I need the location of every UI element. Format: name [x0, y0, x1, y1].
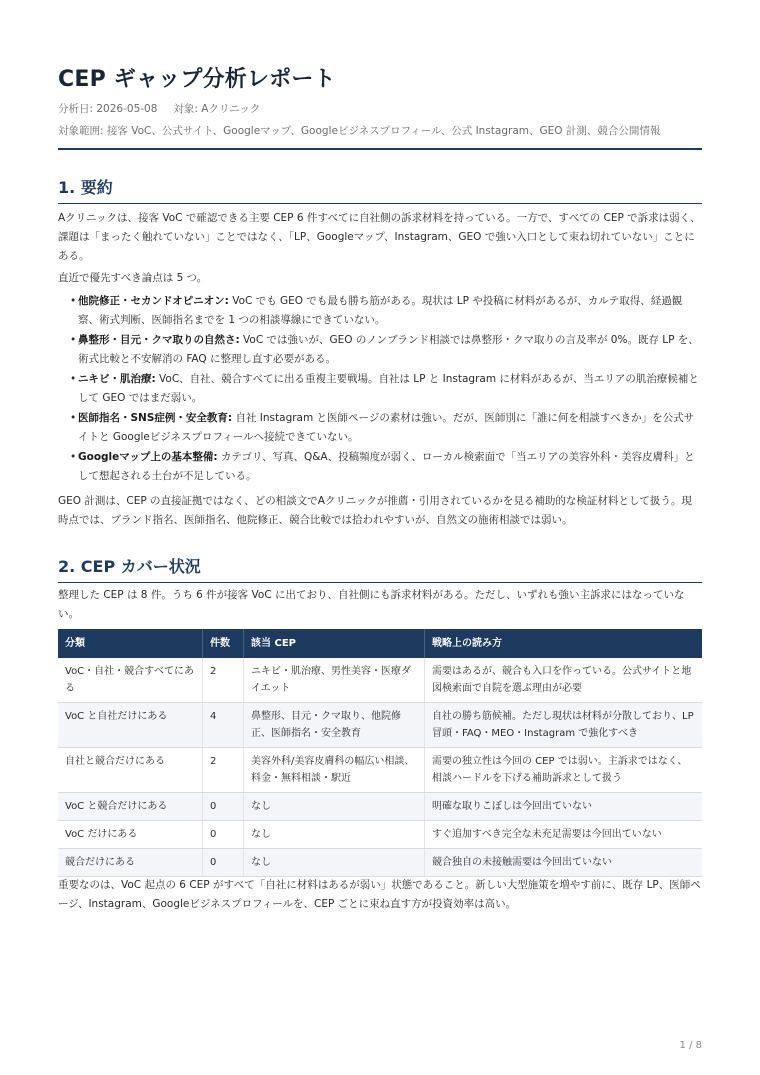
priority-label: 医師指名・SNS症例・安全教育: — [78, 412, 233, 424]
analysis-target: 対象: Aクリニック — [173, 103, 261, 115]
priority-item — [78, 370, 702, 408]
cell-count: 2 — [203, 748, 244, 793]
cell-count: 4 — [203, 703, 244, 748]
priority-label: Googleマップ上の基本整備: — [78, 451, 218, 463]
cell-reading: 明確な取りこぼしは今回出ていない — [425, 793, 703, 821]
section-summary-heading: 1. 要約 — [58, 175, 702, 204]
column-header-cep: 該当 CEP — [244, 629, 425, 658]
priority-text: カテゴリ、写真、Q&A、投稿頻度が弱く、ローカル検索面で「当エリアの美容外科・美容皮膚科」として想起される土台が不足している。 — [78, 451, 695, 482]
cell-reading: 需要はあるが、競合も入口を作っている。公式サイトと地図検索面で自院を選ぶ理由が必要 — [425, 658, 703, 703]
cell-category: VoC・自社・競合すべてにある — [58, 658, 203, 703]
column-header-count: 件数 — [203, 629, 244, 658]
coverage-intro-text: 整理した CEP は 8 件。うち 6 件が接客 VoC に出ており、自社側にも訴求材料がある。ただし、いずれも強い主訴求にはなっていない。 — [58, 589, 685, 620]
cell-reading: 競合独自の未接触需要は今回出ていない — [425, 849, 703, 877]
cell-count: 0 — [203, 821, 244, 849]
cell-reading: すぐ追加すべき完全な未充足需要は今回出ていない — [425, 821, 703, 849]
cell-cep: 鼻整形、目元・クマ取り、他院修正、医師指名・安全教育 — [244, 703, 425, 748]
priority-item — [78, 448, 702, 486]
cell-category: 自社と競合だけにある — [58, 748, 203, 793]
cell-reading: 需要の独立性は今回の CEP では弱い。主訴求ではなく、相談ハードルを下げる補助訴求として扱う — [425, 748, 703, 793]
cell-category: 競合だけにある — [58, 849, 203, 877]
cell-category: VoC と自社だけにある — [58, 703, 203, 748]
page-number: 1 / 8 — [679, 1040, 702, 1051]
table-header-row — [58, 629, 702, 658]
cell-category: VoC だけにある — [58, 821, 203, 849]
table-row — [58, 821, 702, 849]
priority-item — [78, 409, 702, 447]
table-row — [58, 849, 702, 877]
cell-count: 2 — [203, 658, 244, 703]
cell-cep: なし — [244, 821, 425, 849]
column-header-reading: 戦略上の読み方 — [425, 629, 703, 658]
report-meta — [58, 101, 260, 116]
priority-label: ニキビ・肌治療: — [78, 373, 156, 385]
analysis-date: 分析日: 2026-05-08 — [58, 103, 158, 115]
cell-cep: なし — [244, 793, 425, 821]
cell-count: 0 — [203, 793, 244, 821]
analysis-scope: 対象範囲: 接客 VoC、公式サイト、Googleマップ、Googleビジネスプロフィール、公式 Instagram、GEO 計測、競合公開情報 — [58, 125, 661, 137]
cell-cep: ニキビ・肌治療、男性美容・医療ダイエット — [244, 658, 425, 703]
priority-item — [78, 331, 702, 369]
summary-closing — [58, 492, 702, 530]
summary-closing-text: GEO 計測は、CEP の直接証拠ではなく、どの相談文でAクリニックが推薦・引用されているかを見る補助的な検証材料として扱う。現時点では、ブランド指名、医師指名、他院修正、競合比較では拾われやすいが、自然文の施術相談では弱い。 — [58, 495, 692, 526]
coverage-closing — [58, 876, 702, 914]
priority-text: VoC では強いが、GEO のノンブランド相談では鼻整形・クマ取りの言及率が 0%。既存 LP を、術式比較と不安解消の FAQ に整理し直す必要がある。 — [78, 334, 699, 365]
summary-intro-text: Aクリニックは、接客 VoC で確認できる主要 CEP 6 件すべてに自社側の訴求材料を持っている。一方で、すべての CEP で訴求は弱く、課題は「まったく触れていない」ことではなく、「LP、Googleマップ、Instagram、GEO で強い入口として束ね切れていない」ことにある。 — [58, 212, 701, 262]
title-divider — [58, 148, 702, 150]
priority-list — [58, 292, 702, 486]
priority-text: 自社 Instagram と医師ページの素材は強い。だが、医師別に「誰に何を相談すべきか」を公式サイトと Googleビジネスプロフィールへ接続できていない。 — [78, 412, 695, 443]
cell-cep: 美容外科/美容皮膚科の幅広い相談、料金・無料相談・駅近 — [244, 748, 425, 793]
coverage-intro — [58, 586, 702, 624]
priority-text: VoC でも GEO でも最も勝ち筋がある。現状は LP や投稿に材料があるが、カルテ取得、経過観察、術式判断、医師指名までを 1 つの相談導線にできていない。 — [78, 295, 683, 326]
cell-cep: なし — [244, 849, 425, 877]
summary-lead-text: 直近で優先すべき論点は 5 つ。 — [58, 272, 208, 284]
priority-label: 鼻整形・目元・クマ取りの自然さ: — [78, 334, 240, 346]
summary-lead — [58, 269, 702, 288]
priority-label: 他院修正・セカンドオピニオン: — [78, 295, 229, 307]
priority-item — [78, 292, 702, 330]
cell-category: VoC と競合だけにある — [58, 793, 203, 821]
cep-coverage-table — [58, 629, 702, 877]
table-row — [58, 658, 702, 703]
priority-text: VoC、自社、競合すべてに出る重複主要戦場。自社は LP と Instagram に材料があるが、当エリアの肌治療候補として GEO ではまだ弱い。 — [78, 373, 699, 404]
cell-reading: 自社の勝ち筋候補。ただし現状は材料が分散しており、LP 冒頭・FAQ・MEO・Instagram で強化すべき — [425, 703, 703, 748]
column-header-category: 分類 — [58, 629, 203, 658]
section-cep-coverage-heading: 2. CEP カバー状況 — [58, 554, 702, 583]
coverage-closing-text: 重要なのは、VoC 起点の 6 CEP がすべて「自社に材料はあるが弱い」状態であること。新しい大型施策を増やす前に、既存 LP、医師ページ、Instagram、Googleビジネスプロフィールを、CEP ごとに束ね直す方が投資効率は高い。 — [58, 879, 701, 910]
table-row — [58, 793, 702, 821]
summary-intro — [58, 209, 702, 266]
cell-count: 0 — [203, 849, 244, 877]
report-title: CEP ギャップ分析レポート — [58, 67, 336, 92]
table-row — [58, 703, 702, 748]
table-row — [58, 748, 702, 793]
